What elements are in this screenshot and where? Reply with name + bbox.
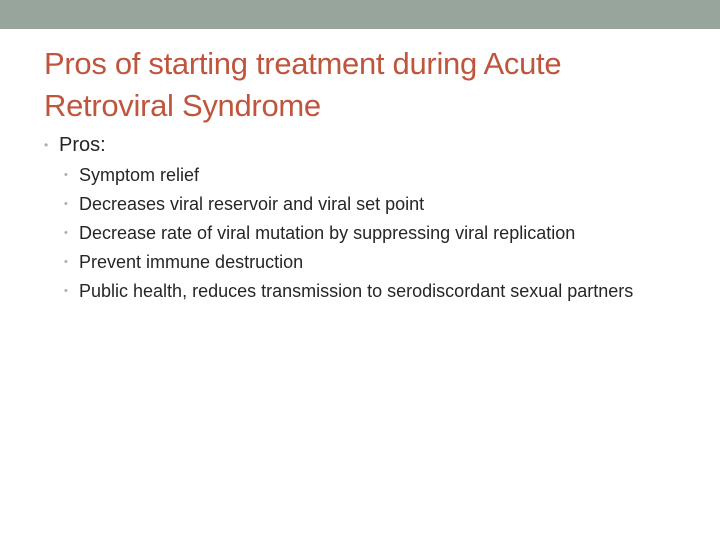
top-accent-bar — [0, 0, 720, 29]
sub-bullet-text: Symptom relief — [79, 165, 200, 185]
sub-bullet-text: Decrease rate of viral mutation by suppressing viral replication — [79, 223, 576, 243]
sub-bullet-item — [64, 220, 684, 246]
sub-bullet-item — [64, 278, 684, 304]
sub-bullet-item — [64, 162, 684, 188]
sub-bullet-text: Prevent immune destruction — [79, 252, 304, 272]
bullet-icon: • — [64, 285, 68, 297]
bullet-icon: • — [64, 256, 68, 268]
bullet-icon: • — [64, 227, 68, 239]
bullet-item-pros — [44, 131, 684, 304]
sub-bullet-item — [64, 249, 684, 275]
slide-title: Pros of starting treatment during Acute Retroviral Syndrome — [44, 46, 562, 123]
bullet-icon: • — [64, 198, 68, 210]
sub-bullet-item — [64, 191, 684, 217]
sub-bullet-text: Decreases viral reservoir and viral set point — [79, 194, 425, 214]
sub-bullet-text: Public health, reduces transmission to serodiscordant sexual partners — [79, 281, 634, 301]
bullet-text: Pros: — [59, 134, 106, 156]
bullet-icon: • — [44, 138, 49, 152]
bullet-icon: • — [64, 169, 68, 181]
bullet-list — [44, 131, 684, 307]
sub-bullet-list — [64, 162, 684, 304]
